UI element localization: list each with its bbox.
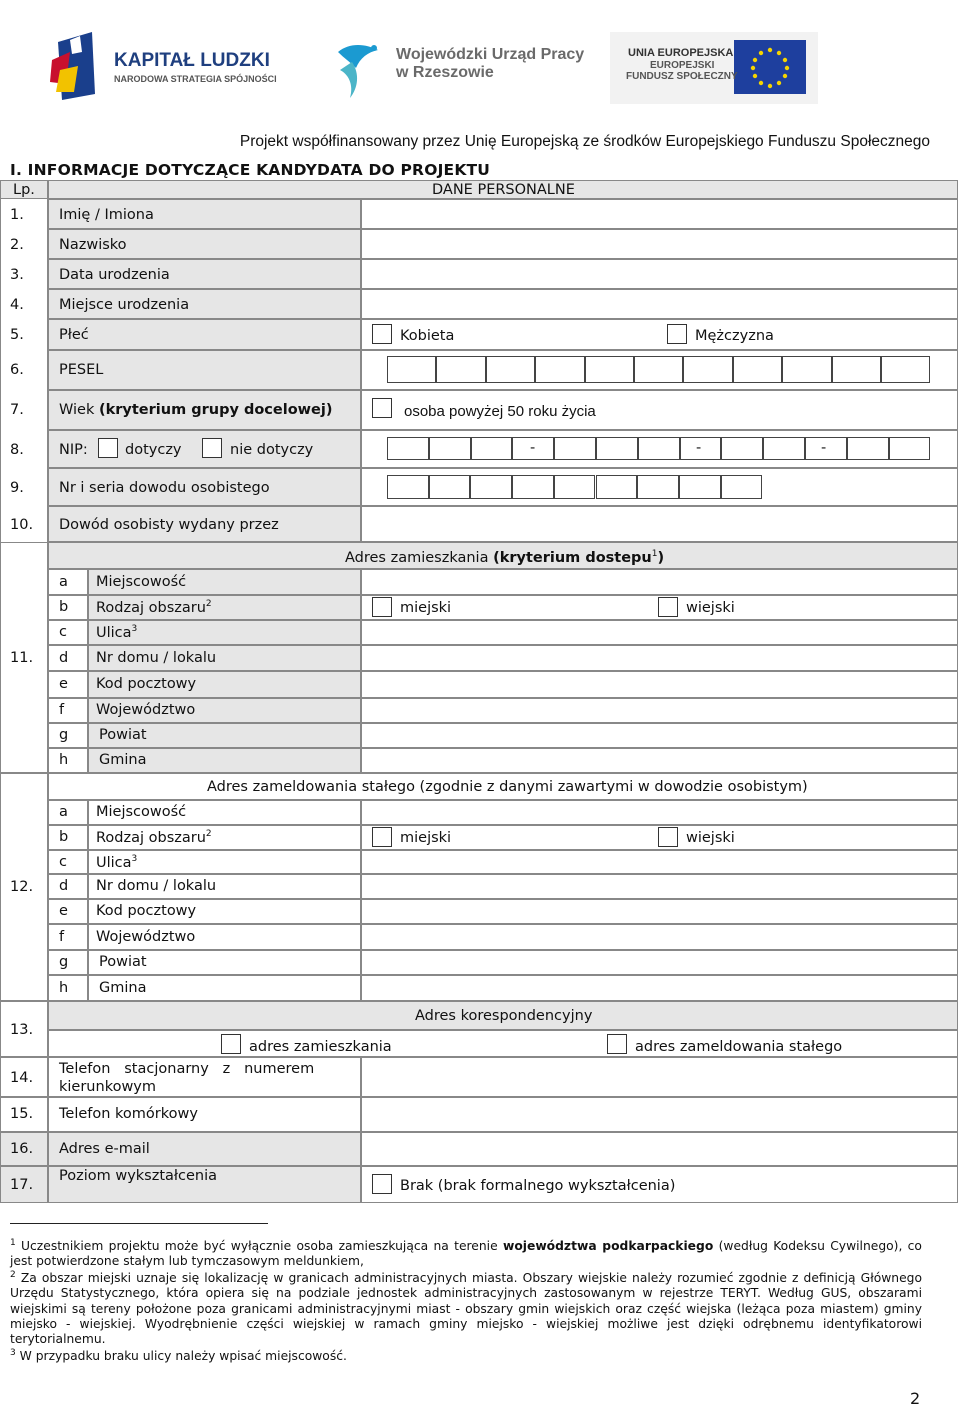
registered-address-header: Adres zameldowania stałego (zgodnie z danymi zawartymi w dowodzie osobistym) <box>207 779 808 795</box>
birth-place-label: Miejsce urodzenia <box>59 297 190 313</box>
footnote-1-text-c: (według Kodeksu Cywilnego), co jest potwierdzone stałym lub tymczasowym meldunkiem, <box>10 1239 922 1269</box>
address-item-text: Województwo <box>96 702 196 718</box>
address-value-field[interactable] <box>361 924 958 950</box>
pesel-digit-box[interactable] <box>436 356 485 383</box>
footnote-1 <box>10 1236 922 1270</box>
address-item-letter: e <box>59 676 68 692</box>
address-item-text: Ulica <box>96 624 132 641</box>
section-title: I. INFORMACJE DOTYCZĄCE KANDYDATA DO PROJEKTU <box>10 161 491 179</box>
address-letter-cell <box>48 620 88 645</box>
footnote-1-region: województwa podkarpackiego <box>502 1239 714 1254</box>
address-item-text: Miejscowość <box>96 574 187 590</box>
age-label <box>59 402 333 418</box>
nip-digit-box[interactable] <box>763 437 805 460</box>
address-value-field[interactable] <box>361 850 958 874</box>
address-item-text: Nr domu / lokalu <box>96 650 217 666</box>
area-urban-checkbox[interactable] <box>372 827 392 847</box>
personal-data-header: DANE PERSONALNE <box>432 182 575 198</box>
pesel-digit-box[interactable] <box>486 356 535 383</box>
address-item-label <box>96 650 216 666</box>
landline-label-line2: kierunkowym <box>59 1079 157 1095</box>
address-item-letter: b <box>59 829 69 845</box>
row-number-14: 14. <box>10 1070 34 1086</box>
wup-line2: w Rzeszowie <box>396 64 494 81</box>
pesel-digit-box[interactable] <box>832 356 881 383</box>
address-item-letter: c <box>59 624 67 640</box>
nip-not-applies-label: nie dotyczy <box>230 442 314 458</box>
residence-header-footnote-ref: 1 <box>651 549 658 559</box>
nip-applies-checkbox[interactable] <box>98 438 118 458</box>
pesel-digit-box[interactable] <box>881 356 930 383</box>
logo-banner <box>0 22 960 112</box>
mobile-field[interactable] <box>361 1097 958 1132</box>
birth-date-label: Data urodzenia <box>59 267 170 283</box>
area-urban-label: miejski <box>400 830 452 846</box>
address-value-field[interactable] <box>361 975 958 1001</box>
ue-line2: EUROPEJSKI <box>650 60 715 71</box>
nip-digit-box[interactable] <box>847 437 889 460</box>
gender-label: Płeć <box>59 327 89 343</box>
id-issuer-field[interactable] <box>361 506 958 542</box>
lp-header: Lp. <box>13 182 35 198</box>
gender-female-checkbox[interactable] <box>372 324 392 344</box>
pesel-digit-box[interactable] <box>733 356 782 383</box>
correspondence-registered-label: adres zameldowania stałego <box>635 1039 843 1055</box>
footnote-2 <box>10 1268 922 1348</box>
education-none-checkbox[interactable] <box>372 1174 392 1194</box>
id-number-label: Nr i seria dowodu osobistego <box>59 480 270 496</box>
correspondence-residence-label: adres zamieszkania <box>249 1039 392 1055</box>
row-number-17: 17. <box>10 1177 34 1193</box>
nip-digit-box[interactable] <box>471 437 513 460</box>
id-number-box[interactable] <box>679 475 721 499</box>
nip-dash-3: - <box>821 440 827 456</box>
id-number-box[interactable] <box>470 475 512 499</box>
id-number-box[interactable] <box>387 475 429 499</box>
education-label: Poziom wykształcenia <box>59 1168 218 1184</box>
footnote-3-text: W przypadku braku ulicy należy wpisać miejscowość. <box>19 1349 347 1364</box>
footnote-separator <box>10 1223 268 1224</box>
address-item-letter: c <box>59 854 67 870</box>
address-item-text: Rodzaj obszaru <box>96 829 206 846</box>
address-item-footnote-ref: 2 <box>205 599 212 609</box>
first-name-field[interactable] <box>361 199 958 229</box>
address-letter-cell <box>48 698 88 723</box>
age-over-50-label: osoba powyżej 50 roku życia <box>404 403 596 420</box>
age-label-criterion: (kryterium grupy docelowej) <box>98 402 333 418</box>
address-item-letter: a <box>59 574 68 590</box>
row-number-3: 3. <box>10 267 24 283</box>
nip-not-applies-checkbox[interactable] <box>202 438 222 458</box>
row-number-7: 7. <box>10 402 24 418</box>
address-item-label <box>99 752 146 768</box>
residence-header-criterion: (kryterium dostepu <box>493 549 652 566</box>
nip-digit-box[interactable] <box>889 437 931 460</box>
address-item-letter: f <box>59 929 65 945</box>
pesel-digit-box[interactable] <box>585 356 634 383</box>
address-item-label <box>96 676 196 692</box>
row-number-10: 10. <box>10 517 34 533</box>
row-number-8: 8. <box>10 442 24 458</box>
age-over-50-checkbox[interactable] <box>372 398 392 418</box>
area-urban-checkbox[interactable] <box>372 597 392 617</box>
landline-field[interactable] <box>361 1057 958 1097</box>
address-item-letter: b <box>59 599 69 615</box>
address-item-label <box>96 624 137 641</box>
address-item-label <box>96 804 186 820</box>
nip-applies-label: dotyczy <box>125 442 182 458</box>
address-letter-cell <box>48 924 88 950</box>
birth-place-field[interactable] <box>361 289 958 319</box>
id-issuer-label: Dowód osobisty wydany przez <box>59 517 279 533</box>
row-number-11: 11. <box>10 650 34 666</box>
address-item-text: Kod pocztowy <box>96 676 197 692</box>
row-number-15: 15. <box>10 1106 34 1122</box>
address-item-label <box>99 954 147 970</box>
address-item-label <box>96 829 212 846</box>
footnote-1-marker: 1 <box>10 1238 16 1248</box>
email-label: Adres e-mail <box>59 1141 150 1157</box>
address-item-label <box>96 903 196 919</box>
id-number-box[interactable] <box>512 475 554 499</box>
id-number-box[interactable] <box>637 475 679 499</box>
address-item-letter: e <box>59 903 68 919</box>
nip-digit-box[interactable] <box>721 437 763 460</box>
ue-line3: FUNDUSZ SPOŁECZNY <box>626 71 738 82</box>
address-letter-cell <box>48 671 88 698</box>
nip-digit-box[interactable] <box>429 437 471 460</box>
address-item-label <box>96 929 195 945</box>
address-letter-cell <box>48 800 88 825</box>
footnote-2-marker: 2 <box>10 1270 16 1280</box>
area-rural-checkbox[interactable] <box>658 827 678 847</box>
label-cell-5 <box>48 319 361 350</box>
address-item-label <box>96 574 186 590</box>
address-item-label <box>99 980 146 996</box>
nip-digit-box[interactable] <box>596 437 638 460</box>
footnote-3-marker: 3 <box>10 1348 16 1358</box>
pesel-digit-box[interactable] <box>387 356 436 383</box>
address-letter-cell <box>48 899 88 924</box>
address-value-field[interactable] <box>361 620 958 645</box>
address-item-label <box>96 702 195 718</box>
address-value-field[interactable] <box>361 723 958 748</box>
address-item-text: Miejscowość <box>96 804 187 820</box>
address-value-field[interactable] <box>361 748 958 773</box>
address-item-letter: h <box>59 752 69 768</box>
nip-label: NIP: <box>59 442 88 458</box>
area-urban-label: miejski <box>400 600 452 616</box>
address-item-footnote-ref: 3 <box>131 624 138 634</box>
row-number-4: 4. <box>10 297 24 313</box>
address-item-letter: f <box>59 702 65 718</box>
pesel-digit-box[interactable] <box>683 356 732 383</box>
area-rural-label: wiejski <box>686 830 735 846</box>
correspondence-residence-checkbox[interactable] <box>221 1034 241 1054</box>
correspondence-header: Adres korespondencyjny <box>415 1008 593 1024</box>
row-number-9: 9. <box>10 480 24 496</box>
kl-title: KAPITAŁ LUDZKI <box>114 50 270 71</box>
page-number: 2 <box>910 1389 921 1406</box>
kapital-ludzki-logo <box>50 32 95 100</box>
area-rural-label: wiejski <box>686 600 735 616</box>
row-number-2: 2. <box>10 237 24 253</box>
residence-address-header <box>345 549 664 566</box>
address-item-footnote-ref: 3 <box>131 854 138 864</box>
address-item-label <box>96 878 216 894</box>
row-number-13: 13. <box>10 1022 34 1038</box>
pesel-digit-box[interactable] <box>535 356 584 383</box>
id-number-box[interactable] <box>429 475 471 499</box>
id-number-box[interactable] <box>554 475 596 499</box>
education-none-label: Brak (brak formalnego wykształcenia) <box>400 1178 676 1194</box>
address-item-text: Powiat <box>99 727 147 743</box>
address-item-text: Gmina <box>99 980 147 996</box>
address-item-label <box>96 599 212 616</box>
nip-digit-box[interactable] <box>638 437 680 460</box>
row-number-12: 12. <box>10 879 34 895</box>
address-value-field[interactable] <box>361 899 958 924</box>
residence-header-text: Adres zamieszkania <box>345 549 489 566</box>
row-number-6: 6. <box>10 362 24 378</box>
landline-label-line1: Telefon stacjonarny z numerem <box>59 1061 315 1077</box>
ue-line1: UNIA EUROPEJSKA <box>628 47 734 59</box>
address-item-footnote-ref: 2 <box>205 829 212 839</box>
last-name-field[interactable] <box>361 229 958 259</box>
row-number-5: 5. <box>10 327 24 343</box>
footnote-3 <box>10 1346 922 1364</box>
gender-male-label: Mężczyzna <box>695 328 774 344</box>
nip-digit-box[interactable] <box>554 437 596 460</box>
area-rural-checkbox[interactable] <box>658 597 678 617</box>
last-name-label: Nazwisko <box>59 237 127 253</box>
address-item-letter: a <box>59 804 68 820</box>
first-name-label: Imię / Imiona <box>59 207 154 223</box>
id-number-box[interactable] <box>596 475 638 499</box>
footnote-2-text: Za obszar miejski uznaje się lokalizację w granicach administracyjnych miasta. Obszary wiejskie należy rozumieć zgodnie z definicją Głównego Urzędu Statystycznego, która opiera się na podziale jednostek administracyjnych zastosowanym w rejestrze TERYT. Według GUS, obszarami wiejskimi są tereny położone poza granicami administracyjnymi miast - obszary gmin wiejskich oraz część wiejska (leżąca poza miastem) gminy miejsko - wiejskiej. Wyodrębnienie części wiejskiej w ramach gminy miejsko - wiejskiej możliwe jest dzięki odrębnemu identyfikatorowi terytorialnemu. <box>10 1271 922 1347</box>
address-value-field[interactable] <box>361 671 958 698</box>
address-value-field[interactable] <box>361 874 958 899</box>
address-letter-cell <box>48 850 88 874</box>
nip-digit-box[interactable] <box>387 437 429 460</box>
row-number-16: 16. <box>10 1141 34 1157</box>
nip-dash-1: - <box>530 440 536 456</box>
kl-subtitle: NARODOWA STRATEGIA SPÓJNOŚCI <box>114 74 277 84</box>
address-item-text: Powiat <box>99 954 147 970</box>
wup-bird-logo <box>338 45 378 98</box>
address-item-text: Nr domu / lokalu <box>96 878 217 894</box>
address-value-field[interactable] <box>361 950 958 975</box>
pesel-digit-box[interactable] <box>634 356 683 383</box>
address-item-text: Gmina <box>99 752 147 768</box>
address-value-field[interactable] <box>361 698 958 723</box>
address-item-text: Województwo <box>96 929 196 945</box>
address-item-text: Rodzaj obszaru <box>96 599 206 616</box>
birth-date-field[interactable] <box>361 259 958 289</box>
footnote-1-text-a: Uczestnikiem projektu może być wyłącznie osoba zamieszkująca na terenie <box>21 1239 498 1254</box>
address-item-letter: g <box>59 727 69 743</box>
address-item-label <box>96 854 137 871</box>
row-number-1: 1. <box>10 207 24 223</box>
gender-female-label: Kobieta <box>400 328 455 344</box>
nip-dash-2: - <box>696 440 702 456</box>
residence-header-paren: ) <box>657 549 665 566</box>
cofinancing-note: Projekt współfinansowany przez Unię Europejską ze środków Europejskiego Funduszu Społecznego <box>239 133 930 150</box>
address-item-label <box>99 727 147 743</box>
address-item-text: Kod pocztowy <box>96 903 197 919</box>
address-item-letter: h <box>59 980 69 996</box>
number-column <box>0 199 48 542</box>
address-value-field[interactable] <box>361 645 958 671</box>
address-letter-cell <box>48 569 88 595</box>
address-value-field[interactable] <box>361 569 958 595</box>
pesel-digit-box[interactable] <box>782 356 831 383</box>
gender-male-checkbox[interactable] <box>667 324 687 344</box>
pesel-label: PESEL <box>59 362 104 378</box>
address-item-text: Ulica <box>96 854 132 871</box>
age-label-text: Wiek <box>59 402 95 418</box>
address-item-letter: g <box>59 954 69 970</box>
email-field[interactable] <box>361 1132 958 1166</box>
id-number-box[interactable] <box>721 475 763 499</box>
correspondence-registered-checkbox[interactable] <box>607 1034 627 1054</box>
address-item-letter: d <box>59 650 69 666</box>
wup-line1: Wojewódzki Urząd Pracy <box>396 46 585 63</box>
address-item-letter: d <box>59 878 69 894</box>
address-value-field[interactable] <box>361 800 958 825</box>
mobile-label: Telefon komórkowy <box>59 1106 198 1122</box>
